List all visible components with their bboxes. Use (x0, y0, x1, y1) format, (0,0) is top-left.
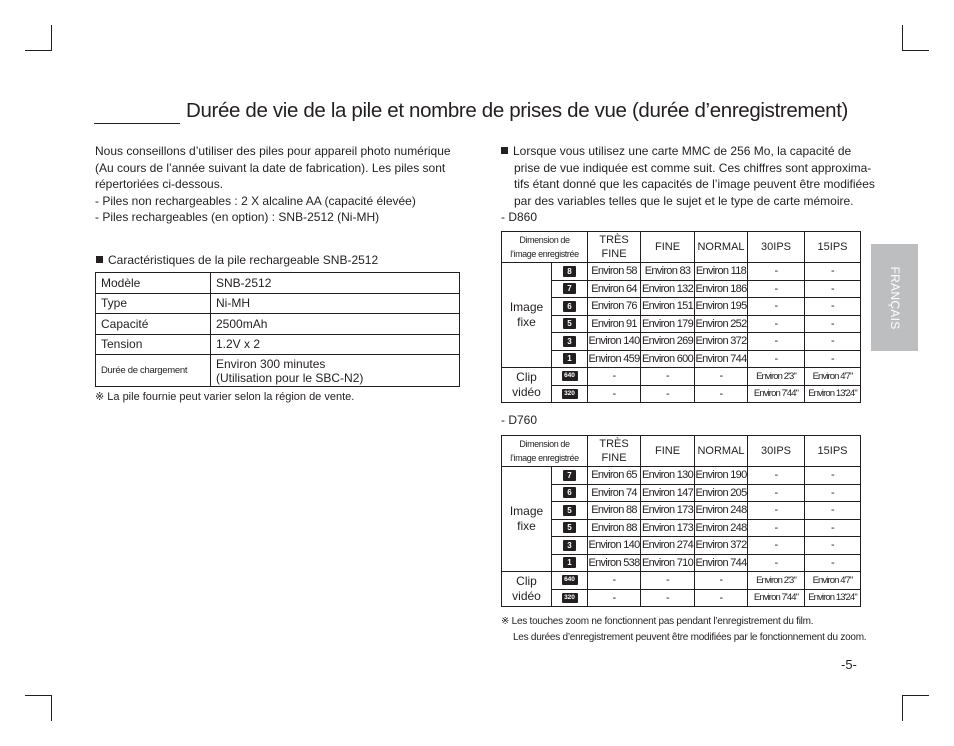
capacity-note-line: tifs étant donné que les capacités de l’image peuvent être modifiées (514, 177, 875, 192)
table-row (502, 368, 861, 386)
table-cell: - (748, 467, 805, 485)
intro-line: répertoriées ci-dessous. (95, 177, 224, 192)
table-row (96, 314, 460, 335)
table-cell: - (805, 537, 861, 555)
table-cell: Environ 248 (695, 502, 748, 520)
resolution-icon: 8 (563, 266, 576, 277)
table-cell: - (805, 467, 861, 485)
table-row (502, 537, 861, 555)
column-header: 30IPS (748, 232, 805, 263)
table-cell: Environ 7'44" (748, 589, 805, 607)
column-header-line: Dimension de (519, 235, 570, 245)
table-row (502, 467, 861, 485)
table-cell: Environ 13'24" (805, 385, 861, 403)
spec-key: Tension (96, 334, 211, 355)
table-cell: - (588, 368, 641, 386)
table-cell: Environ 2'3" (748, 572, 805, 590)
spec-heading-text: Caractéristiques de la pile rechargeable SNB-2512 (108, 253, 379, 267)
column-header: FINE (641, 232, 695, 263)
row-group-label (502, 572, 552, 607)
table-cell: - (748, 554, 805, 572)
column-header: NORMAL (695, 436, 748, 467)
table-cell: - (748, 519, 805, 537)
column-header (502, 232, 588, 263)
square-bullet-icon (501, 147, 508, 154)
table-cell: Environ 65 (588, 467, 641, 485)
table-cell: Environ 173 (641, 519, 695, 537)
table-cell: - (588, 589, 641, 607)
movie-size-icon: 320 (562, 593, 578, 603)
table-cell: - (805, 333, 861, 351)
row-group-label (502, 467, 552, 572)
resolution-icon: 1 (563, 353, 576, 364)
table-row (502, 502, 861, 520)
capacity-note-line: prise de vue indiquée est comme suit. Ces chiffres sont approxima- (514, 160, 872, 175)
table-cell: Environ 132 (641, 280, 695, 298)
table-cell: - (805, 554, 861, 572)
table-cell: Environ 147 (641, 484, 695, 502)
spec-key: Durée de chargement (96, 355, 211, 387)
table-cell: - (748, 350, 805, 368)
table-cell: Environ 88 (588, 502, 641, 520)
table-cell: Environ 7'44" (748, 385, 805, 403)
spec-value: 2500mAh (211, 314, 460, 335)
table-cell: - (641, 385, 695, 403)
table-cell: Environ 252 (695, 315, 748, 333)
movie-size-icon: 320 (562, 389, 578, 399)
resolution-icon: 7 (563, 283, 576, 294)
table-cell: Environ 140 (588, 537, 641, 555)
row-group-label-line: Image (509, 504, 544, 518)
crop-mark-tr-h (903, 50, 929, 51)
spec-note: ※ La pile fournie peut varier selon la région de vente. (95, 391, 355, 403)
spec-value-line: Environ 300 minutes (216, 356, 326, 371)
table-cell: - (641, 589, 695, 607)
table-cell: Environ 179 (641, 315, 695, 333)
table-cell: - (748, 502, 805, 520)
quality-icon-cell (552, 315, 588, 333)
resolution-icon: 6 (563, 487, 576, 498)
table-cell: - (748, 484, 805, 502)
table-header-row (502, 436, 861, 467)
column-header-line: FINE (601, 452, 627, 464)
column-header (502, 436, 588, 467)
table-row (96, 273, 460, 294)
quality-icon-cell (552, 484, 588, 502)
row-group-label (502, 368, 552, 403)
column-header (588, 232, 641, 263)
capacity-note-line (501, 143, 873, 160)
table-cell: - (748, 537, 805, 555)
row-group-label-line: vidéo (512, 385, 541, 399)
table-row (502, 589, 861, 607)
column-header: NORMAL (695, 232, 748, 263)
row-group-label-line: Clip (516, 574, 537, 588)
footnote-line: Les durées d’enregistrement peuvent être modifiées par le fonctionnement du zoom. (513, 632, 867, 643)
table-row (502, 333, 861, 351)
table-cell: Environ 118 (695, 263, 748, 281)
spec-value: 1.2V x 2 (211, 334, 460, 355)
resolution-icon: 5 (563, 522, 576, 533)
footnote-line: ※ Les touches zoom ne fonctionnent pas pendant l’enregistrement du film. (501, 616, 814, 627)
resolution-icon: 1 (563, 557, 576, 568)
quality-icon-cell (552, 537, 588, 555)
spec-value-line: (Utilisation pour le SBC-N2) (216, 370, 364, 385)
table-cell: Environ 600 (641, 350, 695, 368)
quality-icon-cell (552, 350, 588, 368)
spec-key: Capacité (96, 314, 211, 335)
resolution-icon: 5 (563, 505, 576, 516)
row-group-label (502, 263, 552, 368)
table-cell: Environ 744 (695, 350, 748, 368)
resolution-icon: 6 (563, 301, 576, 312)
capacity-note-line: par des variables telles que le sujet et le type de carte mémoire. (514, 193, 854, 208)
page-title: Durée de vie de la pile et nombre de prises de vue (durée d’enregistrement) (186, 99, 849, 122)
table-cell: Environ 83 (641, 263, 695, 281)
table-row (502, 519, 861, 537)
movie-size-icon-cell (552, 572, 588, 590)
table-cell: Environ 710 (641, 554, 695, 572)
table-cell: Environ 4'7" (805, 368, 861, 386)
row-group-label-line: Image (509, 300, 544, 314)
table-cell: - (695, 572, 748, 590)
intro-line: (Au cours de l’année suivant la date de fabrication). Les piles sont (95, 160, 446, 175)
resolution-icon: 3 (563, 336, 576, 347)
table-cell: Environ 4'7" (805, 572, 861, 590)
table-cell: - (748, 315, 805, 333)
column-header: 15IPS (805, 232, 861, 263)
table-cell: - (588, 572, 641, 590)
table-row (502, 298, 861, 316)
table-row (502, 554, 861, 572)
row-group-label-line: fixe (517, 519, 536, 533)
table-row (502, 280, 861, 298)
table-row (502, 263, 861, 281)
table-cell: Environ 58 (588, 263, 641, 281)
table-cell: Environ 205 (695, 484, 748, 502)
column-header-line: TRÈS (599, 234, 629, 246)
crop-mark-tl-h (25, 50, 51, 51)
table-cell: - (805, 350, 861, 368)
table-cell: Environ 91 (588, 315, 641, 333)
table-row (502, 350, 861, 368)
battery-spec-table (95, 272, 460, 387)
table-cell: - (588, 385, 641, 403)
crop-mark-br-h (903, 695, 929, 696)
quality-icon-cell (552, 298, 588, 316)
quality-icon-cell (552, 467, 588, 485)
table-cell: Environ 274 (641, 537, 695, 555)
quality-icon-cell (552, 519, 588, 537)
table-cell: - (805, 315, 861, 333)
table-row (96, 293, 460, 314)
column-header-line: l’image enregistrée (510, 453, 579, 463)
intro-paragraph (95, 143, 470, 226)
table-cell: - (748, 280, 805, 298)
resolution-icon: 3 (563, 540, 576, 551)
table-cell: Environ 140 (588, 333, 641, 351)
table-cell: - (748, 263, 805, 281)
movie-size-icon-cell (552, 589, 588, 607)
column-header: 15IPS (805, 436, 861, 467)
table-cell: Environ 151 (641, 298, 695, 316)
movie-size-icon: 640 (562, 371, 578, 381)
quality-icon-cell (552, 502, 588, 520)
column-header-line: TRÈS (599, 438, 629, 450)
table-cell: - (805, 519, 861, 537)
movie-size-icon: 640 (562, 575, 578, 585)
table-cell: Environ 186 (695, 280, 748, 298)
table-row (502, 572, 861, 590)
row-group-label-line: Clip (516, 370, 537, 384)
quality-icon-cell (552, 333, 588, 351)
table-cell: - (695, 385, 748, 403)
table-cell: - (695, 368, 748, 386)
table-cell: Environ 76 (588, 298, 641, 316)
capacity-note (501, 143, 873, 209)
table-row (502, 484, 861, 502)
table-cell: Environ 372 (695, 333, 748, 351)
spec-key: Type (96, 293, 211, 314)
column-header-line: Dimension de (519, 439, 570, 449)
capacity-table (501, 231, 861, 403)
table-cell: Environ 173 (641, 502, 695, 520)
table-cell: Environ 74 (588, 484, 641, 502)
table-cell: - (695, 589, 748, 607)
table-cell: Environ 248 (695, 519, 748, 537)
model-label: - D860 (501, 210, 538, 224)
language-tab-label: FRANÇAIS (887, 265, 902, 330)
capacity-note-text: Lorsque vous utilisez une carte MMC de 256 Mo, la capacité de (513, 144, 852, 158)
intro-line: Nous conseillons d’utiliser des piles pour appareil photo numérique (95, 144, 451, 158)
table-cell: - (641, 368, 695, 386)
table-cell: Environ 88 (588, 519, 641, 537)
table-cell: Environ 269 (641, 333, 695, 351)
column-header-line: FINE (601, 248, 627, 260)
column-header-line: l’image enregistrée (510, 249, 579, 259)
quality-icon-cell (552, 554, 588, 572)
spec-heading (96, 253, 378, 267)
table-row (502, 385, 861, 403)
table-row (96, 355, 460, 387)
spec-value (211, 355, 460, 387)
table-cell: - (805, 484, 861, 502)
row-group-label-line: vidéo (512, 589, 541, 603)
movie-size-icon-cell (552, 368, 588, 386)
table-cell: - (805, 502, 861, 520)
table-cell: Environ 538 (588, 554, 641, 572)
table-cell: - (748, 333, 805, 351)
capacity-table (501, 435, 861, 607)
quality-icon-cell (552, 280, 588, 298)
table-row (502, 315, 861, 333)
movie-size-icon-cell (552, 385, 588, 403)
column-header (588, 436, 641, 467)
crop-mark-tl-v (51, 25, 52, 51)
table-cell: Environ 459 (588, 350, 641, 368)
table-cell: Environ 130 (641, 467, 695, 485)
intro-line: - Piles rechargeables (en option) : SNB-2512 (Ni-MH) (95, 210, 380, 225)
spec-value: Ni-MH (211, 293, 460, 314)
table-cell: - (641, 572, 695, 590)
crop-mark-tr-v (902, 25, 903, 51)
footnote (501, 614, 866, 646)
resolution-icon: 5 (563, 318, 576, 329)
table-cell: Environ 64 (588, 280, 641, 298)
table-cell: Environ 2'3" (748, 368, 805, 386)
crop-mark-br-v (902, 695, 903, 721)
title-rule (94, 123, 180, 124)
table-cell: Environ 744 (695, 554, 748, 572)
table-cell: - (748, 298, 805, 316)
column-header: FINE (641, 436, 695, 467)
table-cell: Environ 190 (695, 467, 748, 485)
table-cell: - (805, 298, 861, 316)
crop-mark-bl-v (51, 695, 52, 721)
table-row (96, 334, 460, 355)
table-cell: - (805, 280, 861, 298)
model-label: - D760 (501, 413, 538, 427)
table-cell: - (805, 263, 861, 281)
row-group-label-line: fixe (517, 315, 536, 329)
table-header-row (502, 232, 861, 263)
spec-key: Modèle (96, 273, 211, 294)
resolution-icon: 7 (563, 470, 576, 481)
spec-value: SNB-2512 (211, 273, 460, 294)
page-number: -5- (841, 657, 857, 672)
column-header: 30IPS (748, 436, 805, 467)
crop-mark-bl-h (25, 695, 51, 696)
square-bullet-icon (96, 256, 103, 263)
intro-line: - Piles non rechargeables : 2 X alcaline AA (capacité élevée) (95, 193, 416, 208)
table-cell: Environ 372 (695, 537, 748, 555)
quality-icon-cell (552, 263, 588, 281)
table-cell: Environ 13'24" (805, 589, 861, 607)
table-cell: Environ 195 (695, 298, 748, 316)
language-tab (871, 244, 918, 351)
